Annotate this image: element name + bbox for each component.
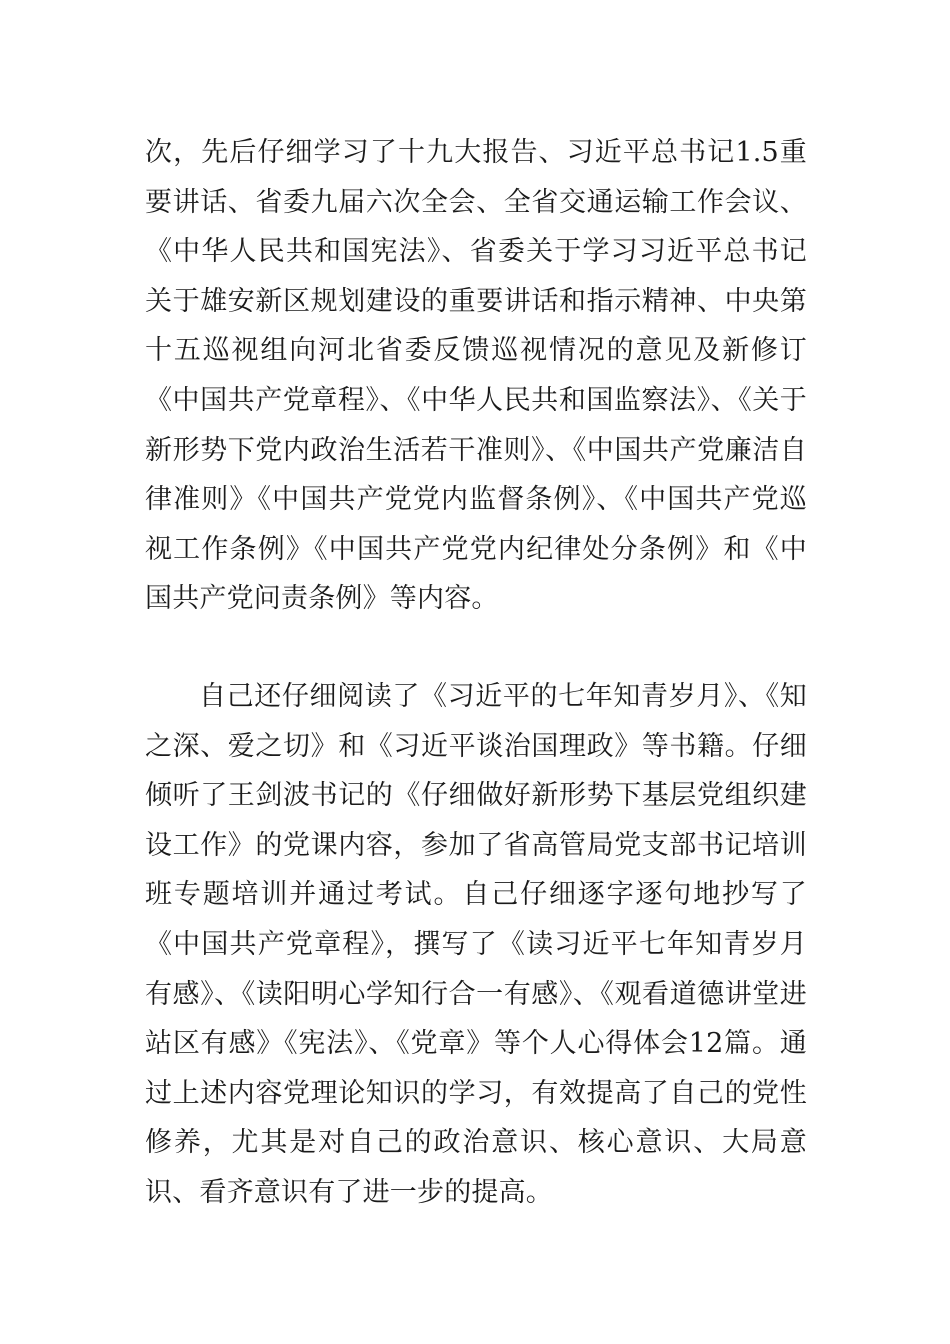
paragraph-study-content: 次，先后仔细学习了十九大报告、习近平总书记1.5重要讲话、省委九届六次全会、全省交通运输工作会议、《中华人民共和国宪法》、省委关于学习习近平总书记关于雄安新区规划建设的重要讲话和指示精神、中央第十五巡视组向河北省委反馈巡视情况的意见及新修订《中国共产党章程》、《中华人民共和国监察法》、《关于新形势下党内政治生活若干准则》、《中国共产党廉洁自律准则》《中国共产党党内监督条例》、《中国共产党巡视工作条例》《中国共产党党内纪律处分条例》和《中国共产党问责条例》等内容。 bbox=[145, 137, 807, 615]
document-body bbox=[145, 128, 807, 1217]
paragraph-reading-and-reflections: 自己还仔细阅读了《习近平的七年知青岁月》、《知之深、爱之切》和《习近平谈治国理政》等书籍。仔细倾听了王剑波书记的《仔细做好新形势下基层党组织建设工作》的党课内容，参加了省高管局党支部书记培训班专题培训并通过考试。自己仔细逐字逐句地抄写了《中国共产党章程》，撰写了《读习近平七年知青岁月有感》、《读阳明心学知行合一有感》、《观看道德讲堂进站区有感》《宪法》、《党章》等个人心得体会12篇。通过上述内容党理论知识的学习，有效提高了自己的党性修养，尤其是对自己的政治意识、核心意识、大局意识、看齐意识有了进一步的提高。 bbox=[145, 680, 807, 1208]
